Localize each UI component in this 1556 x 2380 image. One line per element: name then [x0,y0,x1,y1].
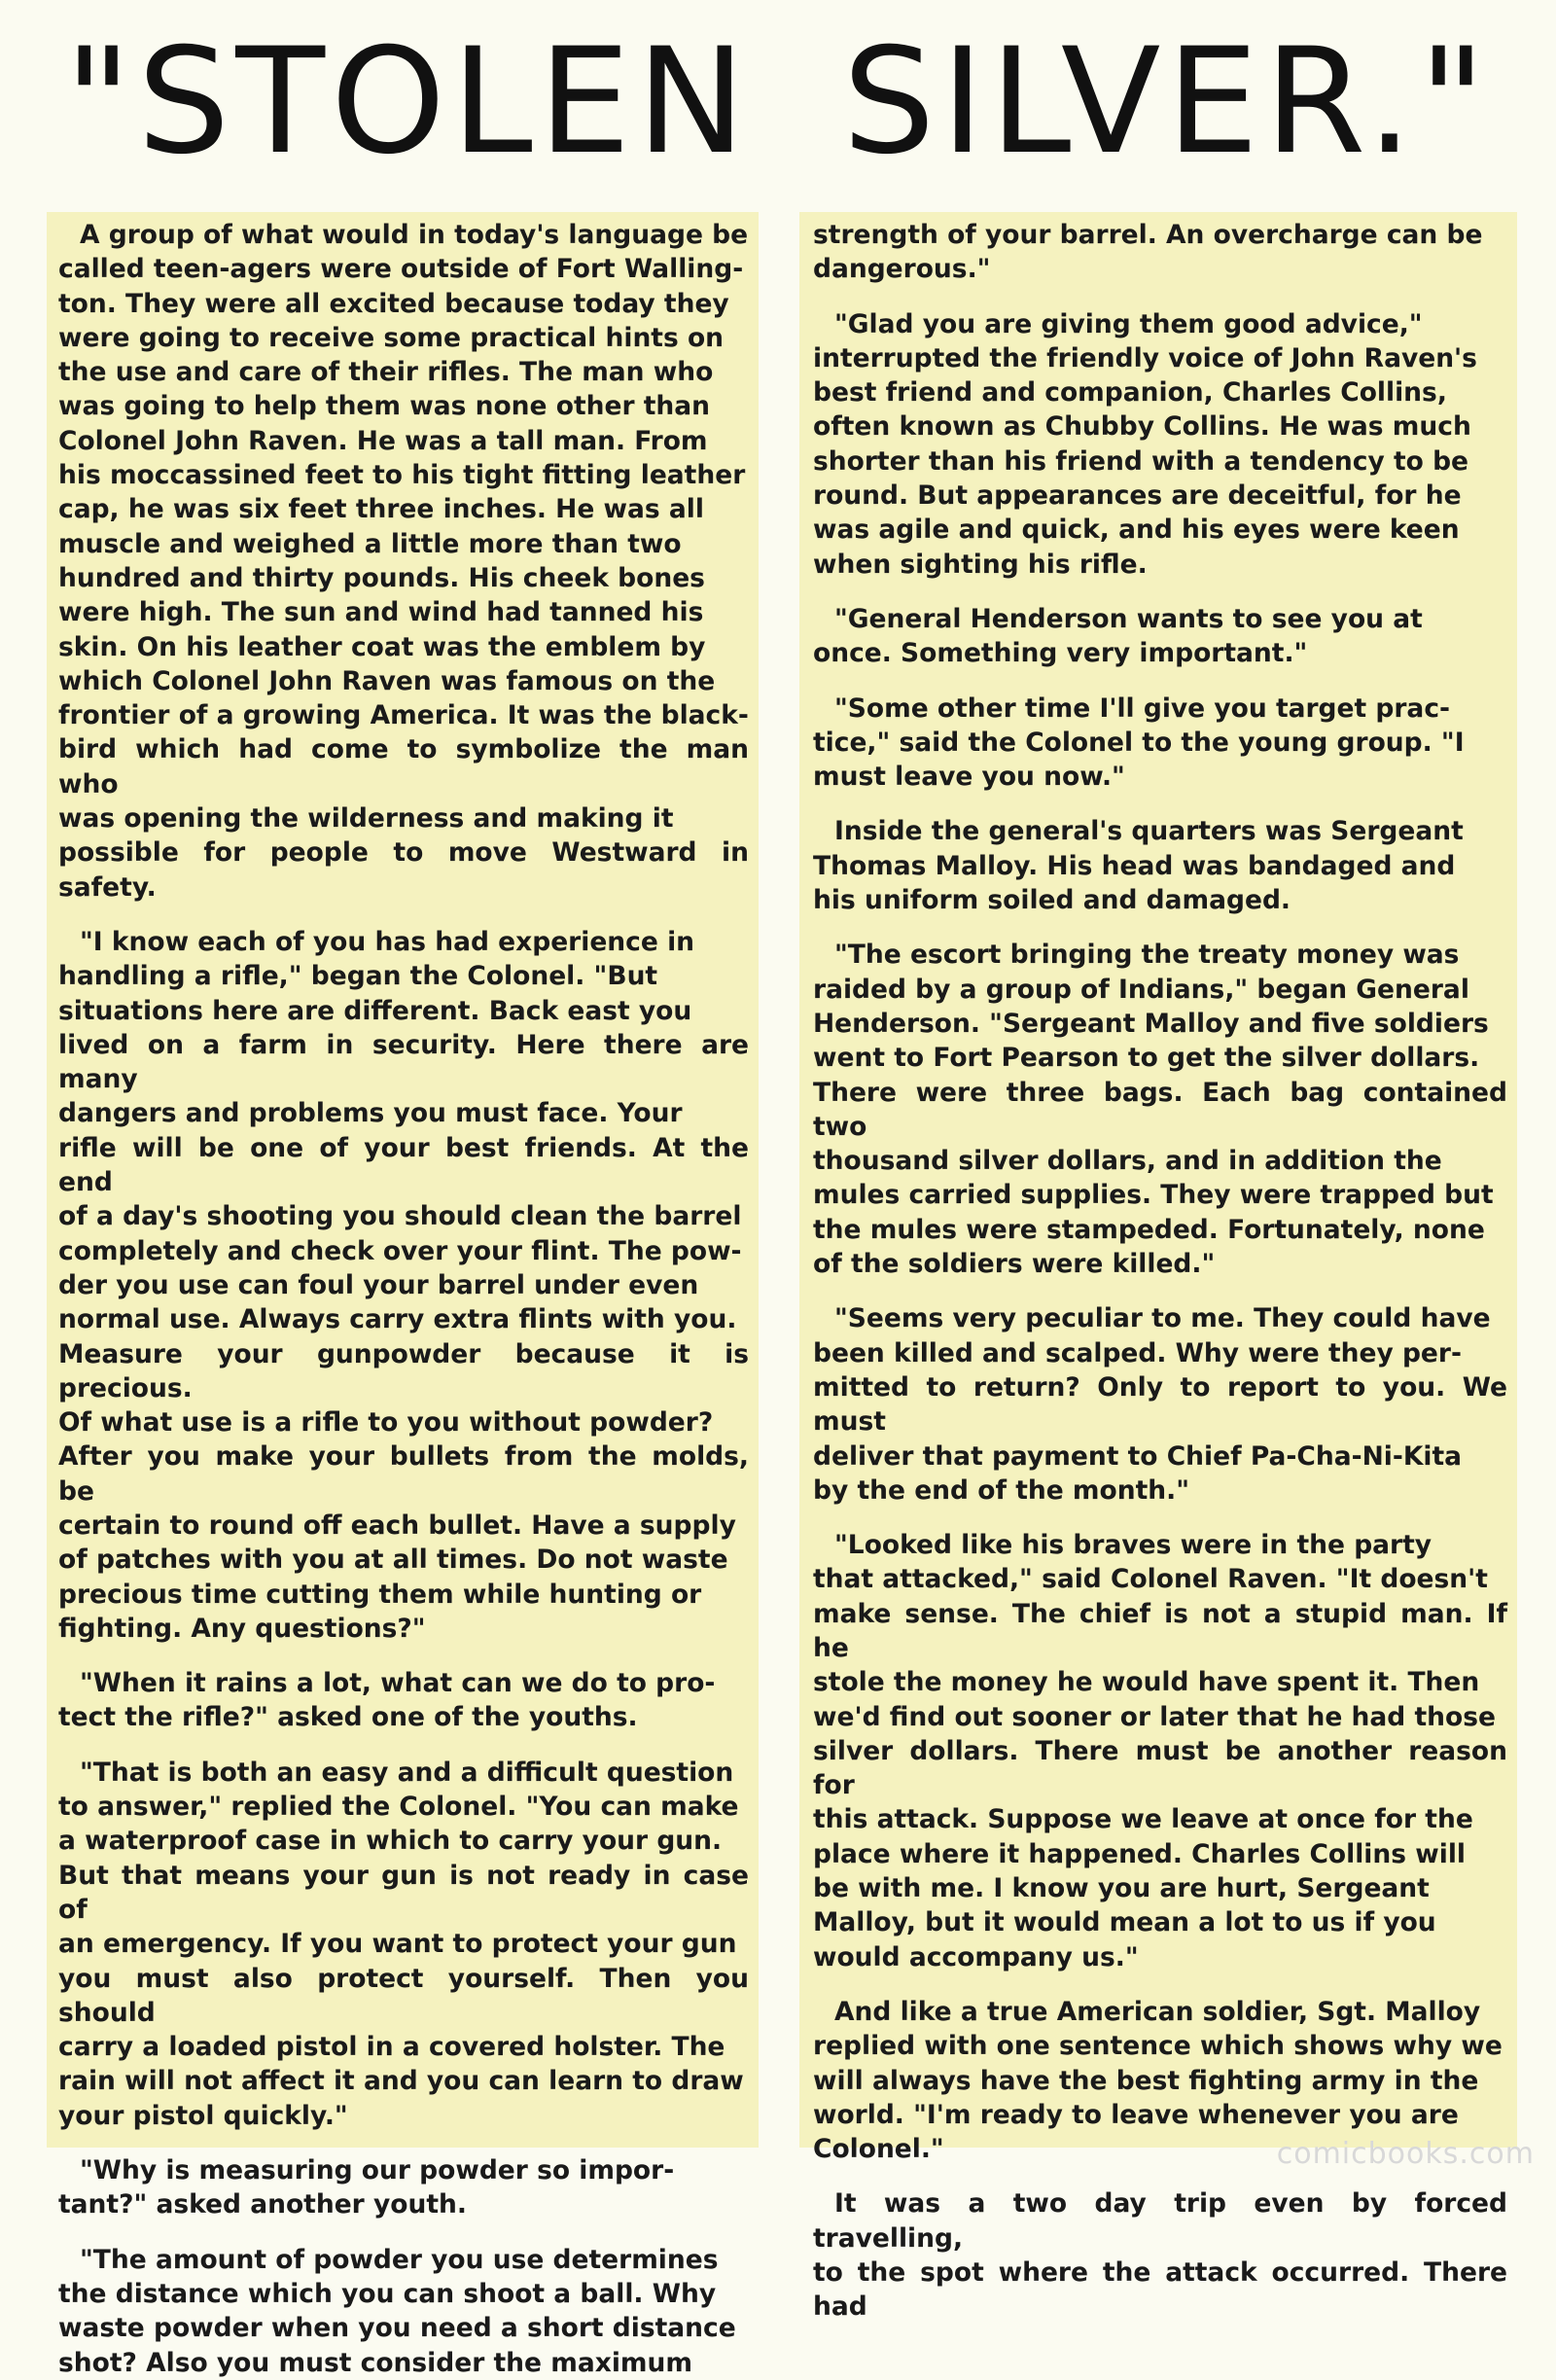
paragraph: "Looked like his braves were in the party that attacked," said Colonel Raven. "It doesn't make sense. The chief is not a stupid man. If he stole the money he would have spent it. Then we'd find out sooner or later that he had those silver dollars. There must be another reason for this attack. Suppose we leave at once for the place where it happened. Charles Collins will be with me. I know you are hurt, Sergeant Malloy, but it would mean a lot to us if you would accompany us." [813,1530,1507,1972]
page-title: "STOLEN SILVER." [64,18,1492,187]
paragraph: "Some other time I'll give you target prac- tice," said the Colonel to the young group. "I must leave you now." [813,693,1465,793]
paragraph: strength of your barrel. An overcharge can be dangerous." [813,220,1483,285]
paragraph: A group of what would in today's language be called teen-agers were outside of Fort Walling- ton. They were all excited because today they were going to receive some practical hints on the use and care of their rifles. The man who was going to help them was none other than Colonel John Raven. He was a tall man. From his moccassined feet to his tight fitting leather cap, he was six feet three inches. He was all muscle and weighed a little more than two hundred and thirty pounds. His cheek bones were high. The sun and wind had tanned his skin. On his leather coat was the emblem by which Colonel John Raven was famous on the frontier of a growing America. It was the black- bird which had come to symbolize the man who was opening the wilderness and making it possible for people to move Westward in safety. [58,220,749,903]
paragraph: And like a true American soldier, Sgt. Malloy replied with one sentence which shows why we will always have the best fighting army in the world. "I'm ready to leave whenever you are Colonel." [813,1996,1503,2165]
paragraph: "The escort bringing the treaty money was raided by a group of Indians," began General Henderson. "Sergeant Malloy and five soldiers went to Fort Pearson to get the silver dollars. There were three bags. Each bag contained two thousand silver dollars, and in addition the mules carried supplies. They were trapped but the mules were stampeded. Fortunately, none of the soldiers were killed." [813,940,1507,1280]
paragraph: "Seems very peculiar to me. They could have been killed and scalped. Why were they per- mitted to return? Only to report to you. We must deliver that payment to Chief Pa-Cha-Ni-Kita by the end of the month." [813,1303,1507,1506]
paragraph: "General Henderson wants to see you at once. Something very important." [813,603,1423,669]
paragraph: "Why is measuring our powder so impor- tant?" asked another youth. [58,2155,675,2220]
paragraph: "That is both an easy and a difficult question to answer," replied the Colonel. "You can make a waterproof case in which to carry your gun. But that means your gun is not ready in case of an emergency. If you want to protect your gun you must also protect yourself. Then you should carry a loaded pistol in a covered holster. The rain will not affect it and you can learn to draw your pistol quickly." [58,1757,749,2131]
paragraph: "When it rains a lot, what can we do to pro- tect the rifle?" asked one of the youths. [58,1668,716,1733]
paragraph: "Glad you are giving them good advice," interrupted the friendly voice of John Raven's best friend and companion, Charles Collins, often known as Chubby Collins. He was much shorter than his friend with a tendency to be round. But appearances are deceitful, for he was agile and quick, and his eyes were keen when sighting his rifle. [813,308,1477,580]
paragraph: It was a two day trip even by forced travelling, to the spot where the attack occurred. There had [813,2188,1507,2323]
paragraph: "The amount of powder you use determines the distance which you can shoot a ball. Why waste powder when you need a short distance shot? Also you must consider the maximum [58,2244,736,2378]
left-column [47,212,759,2378]
site-watermark: comicbooks.com [1276,2137,1535,2171]
paragraph: "I know each of you has had experience in handling a rifle," began the Colonel. "But situations here are different. Back east you lived on a farm in security. Here there are many dangers and problems you must face. Your rifle will be one of your best friends. At the end of a day's shooting you should clean the barrel completely and check over your flint. The pow- der you use can foul your barrel under even normal use. Always carry extra flints with you. Measure your gunpowder because it is precious. Of what use is a rifle to you without powder? After you make your bullets from the molds, be certain to round off each bullet. Have a supply of patches with you at all times. Do not waste precious time cutting them while hunting or fighting. Any questions?" [58,926,749,1644]
paragraph: Inside the general's quarters was Sergeant Thomas Malloy. His head was bandaged and his uniform soiled and damaged. [813,816,1464,916]
